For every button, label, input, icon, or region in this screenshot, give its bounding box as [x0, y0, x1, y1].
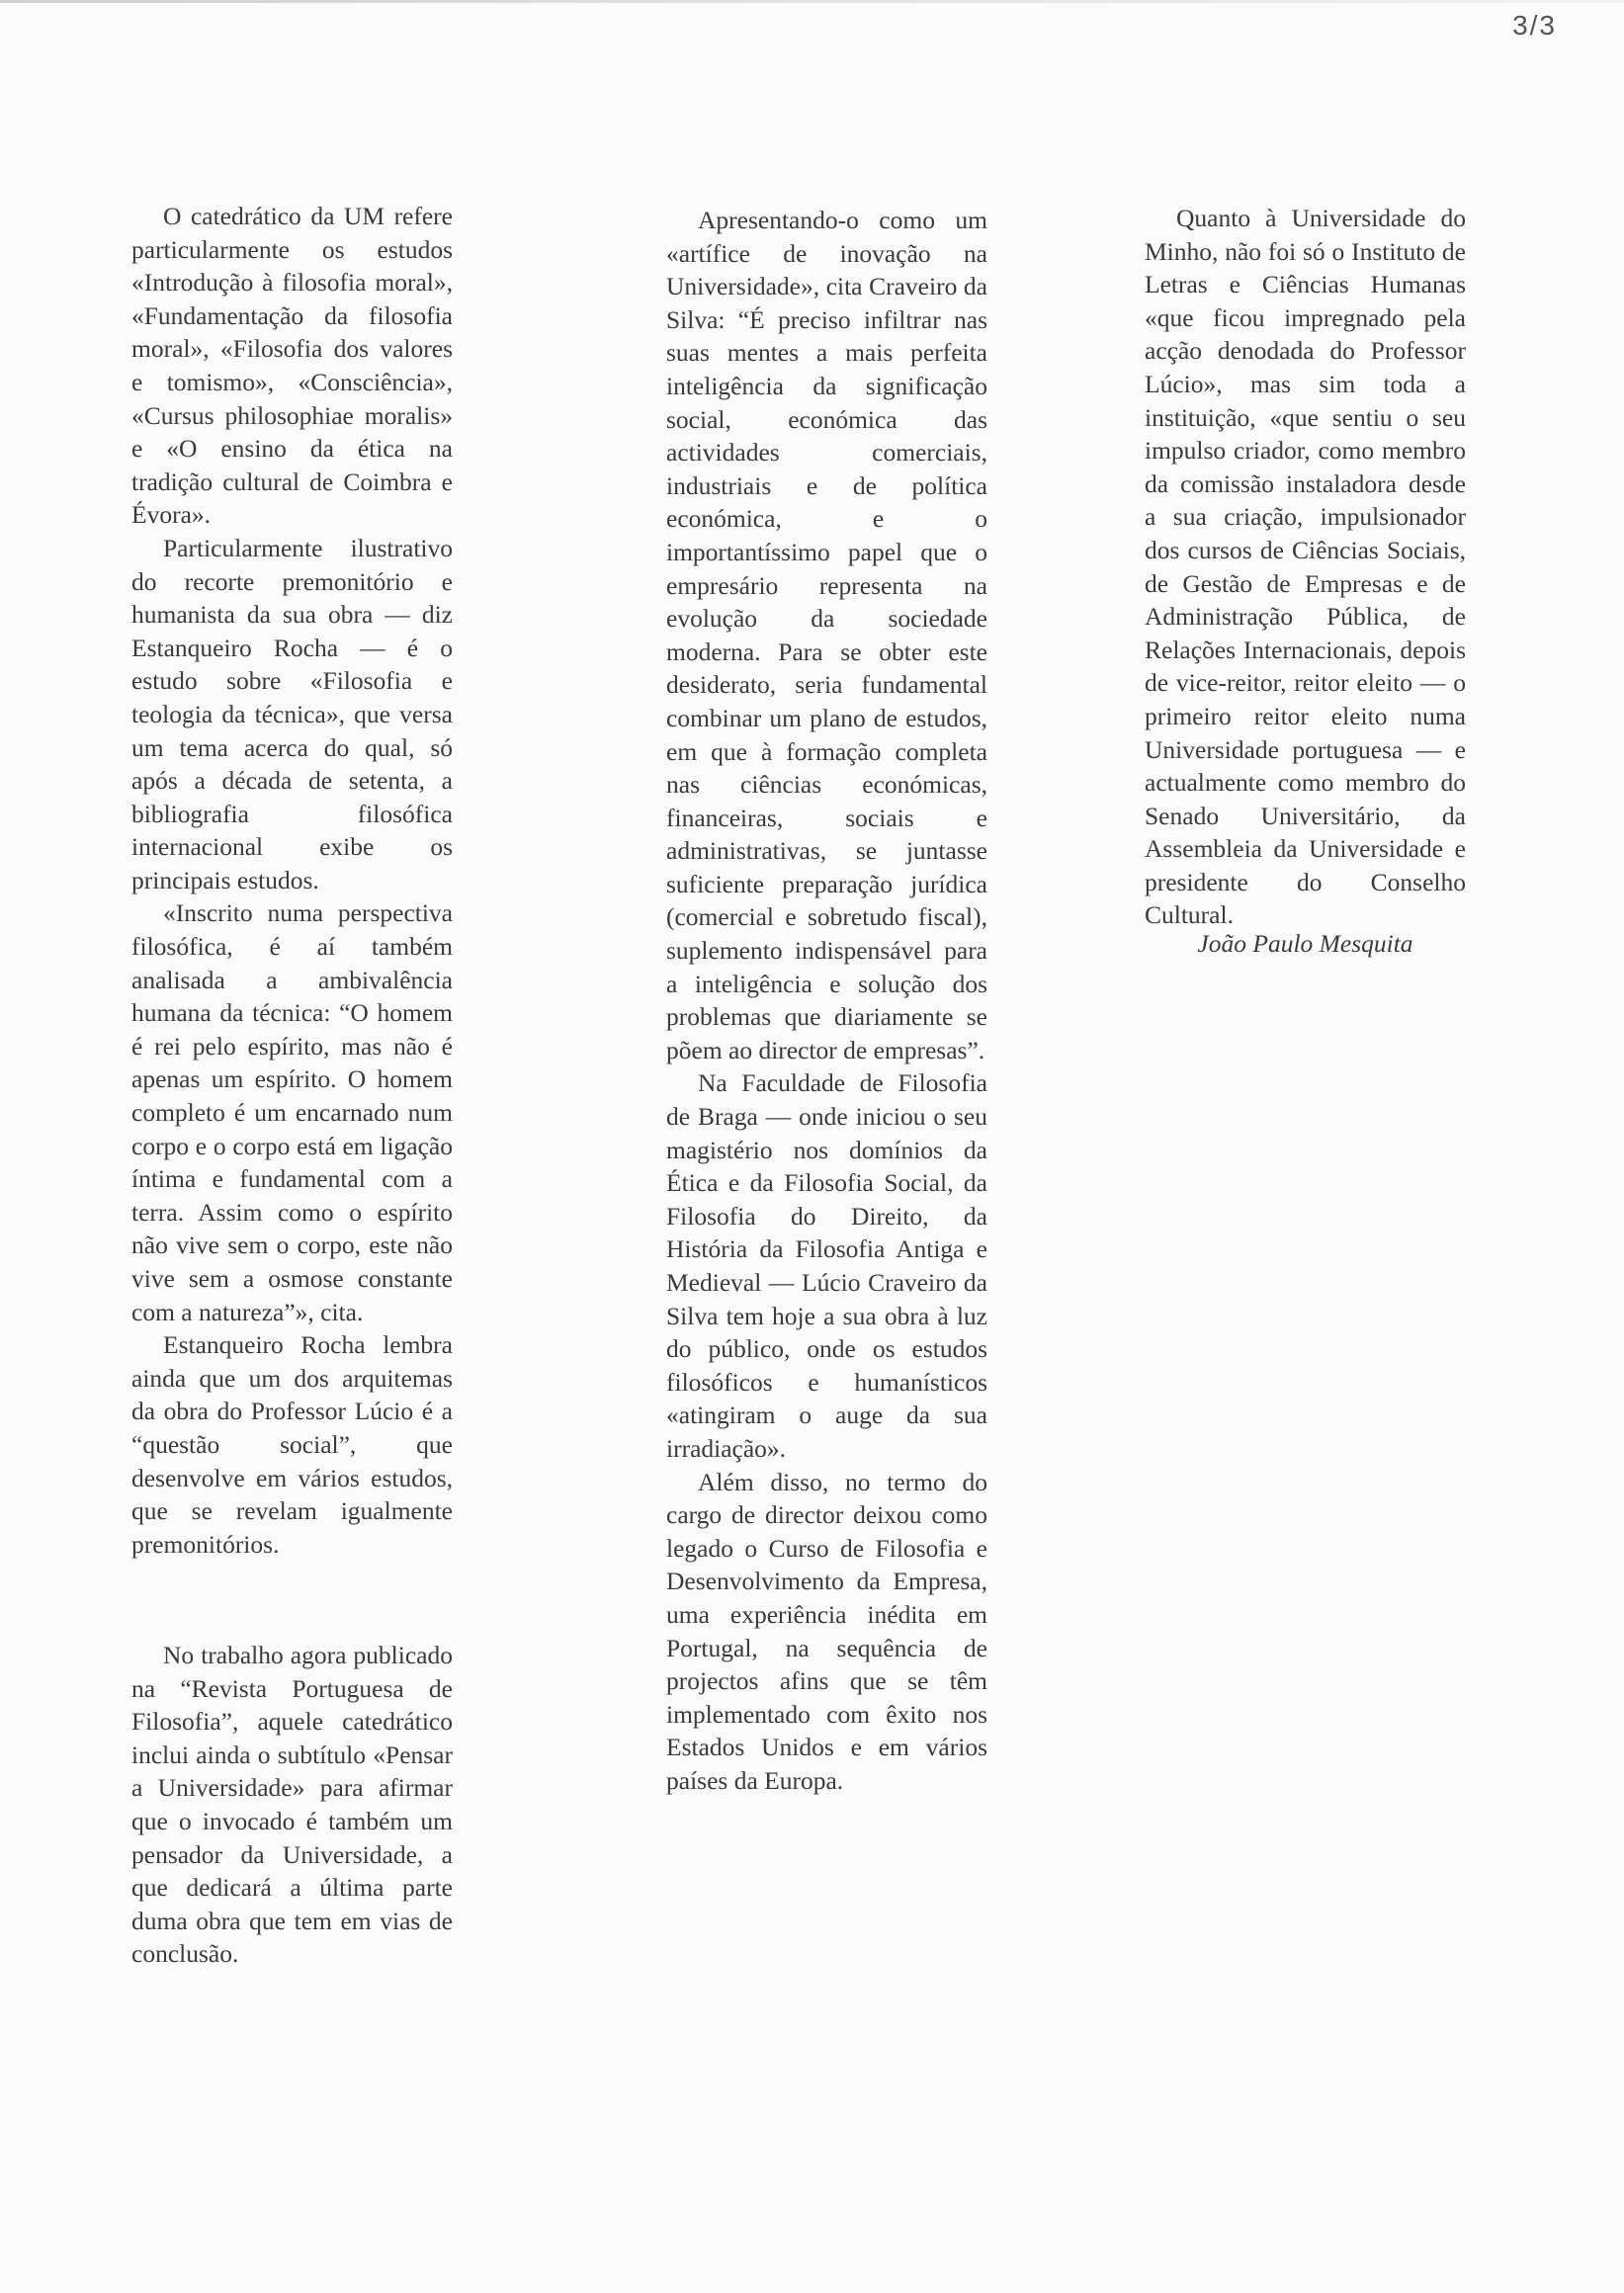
- paragraph: Na Faculdade de Filosofia de Braga — onde iniciou o seu magistério nos domínios da Ética e da Filosofia Social, da Filosofia do Direito, da História da Filosofia Antiga e Medieval — Lúcio Craveiro da Silva tem hoje a sua obra à luz do público, onde os estudos filosóficos e humanísticos «atingiram o auge da sua irradiação».: [666, 1068, 987, 1463]
- article-column-1-continued: [131, 1639, 453, 1971]
- paragraph: «Inscrito numa perspectiva filosófica, é aí também analisada a ambivalência humana da técnica: “O homem é rei pelo espírito, mas não é apenas um espírito. O homem completo é um encarnado num corpo e o corpo está em ligação íntima e fundamental com a terra. Assim como o espírito não vive sem o corpo, este não vive sem a osmose constante com a natureza”», cita.: [131, 898, 453, 1326]
- paragraph: Apresentando-o como um «artífice de inovação na Universidade», cita Craveiro da Silva: “É preciso infiltrar nas suas mentes a mais perfeita inteligência da significação social, económica das actividades comerciais, industriais e de política económica, e o importantíssimo papel que o empresário representa na evolução da sociedade moderna. Para se obter este desiderato, seria fundamental combinar um plano de estudos, em que à formação completa nas ciências económicas, financeiras, sociais e administrativas, se juntasse suficiente preparação jurídica (comercial e sobretudo fiscal), suplemento indispensável para a inteligência e solução dos problemas que diariamente se põem ao director de empresas”.: [666, 206, 987, 1064]
- author-signature: João Paulo Mesquita: [1197, 929, 1413, 958]
- page-number: 3/3: [1512, 10, 1557, 41]
- article-column-2: [666, 204, 987, 1798]
- paragraph: No trabalho agora publicado na “Revista Portuguesa de Filosofia”, aquele catedrático inclui ainda o subtítulo «Pensar a Universidade» para afirmar que o invocado é também um pensador da Universidade, a que dedicará a última parte duma obra que tem em vias de conclusão.: [131, 1641, 453, 1969]
- article-column-1: [131, 200, 453, 1561]
- paragraph: Quanto à Universidade do Minho, não foi só o Instituto de Letras e Ciências Humanas «que ficou impregnado pela acção denodada do Professor Lúcio», mas sim toda a instituição, «que sentiu o seu impulso criador, como membro da comissão instaladora desde a sua criação, impulsionador dos cursos de Ciências Sociais, de Gestão de Empresas e de Administração Pública, de Relações Internacionais, depois de vice-reitor, reitor eleito — o primeiro reitor eleito numa Universidade portuguesa — e actualmente como membro do Senado Universitário, da Assembleia da Universidade e presidente do Conselho Cultural.: [1145, 204, 1466, 930]
- paragraph: Estanqueiro Rocha lembra ainda que um dos arquitemas da obra do Professor Lúcio é a “questão social”, que desenvolve em vários estudos, que se revelam igualmente premonitórios.: [131, 1330, 453, 1559]
- article-column-3: [1145, 202, 1466, 932]
- paragraph: Além disso, no termo do cargo de director deixou como legado o Curso de Filosofia e Desenvolvimento da Empresa, uma experiência inédita em Portugal, na sequência de projectos afins que se têm implementado com êxito nos Estados Unidos e em vários países da Europa.: [666, 1467, 987, 1795]
- top-scan-edge: [0, 0, 1624, 3]
- paragraph: Particularmente ilustrativo do recorte premonitório e humanista da sua obra — diz Estanqueiro Rocha — é o estudo sobre «Filosofia e teologia da técnica», que versa um tema acerca do qual, só após a década de setenta, a bibliografia filosófica internacional exibe os principais estudos.: [131, 533, 453, 894]
- paragraph: O catedrático da UM refere particularmente os estudos «Introdução à filosofia moral», «Fundamentação da filosofia moral», «Filosofia dos valores e tomismo», «Consciência», «Cursus philosophiae moralis» e «O ensino da ética na tradição cultural de Coimbra e Évora».: [131, 202, 453, 530]
